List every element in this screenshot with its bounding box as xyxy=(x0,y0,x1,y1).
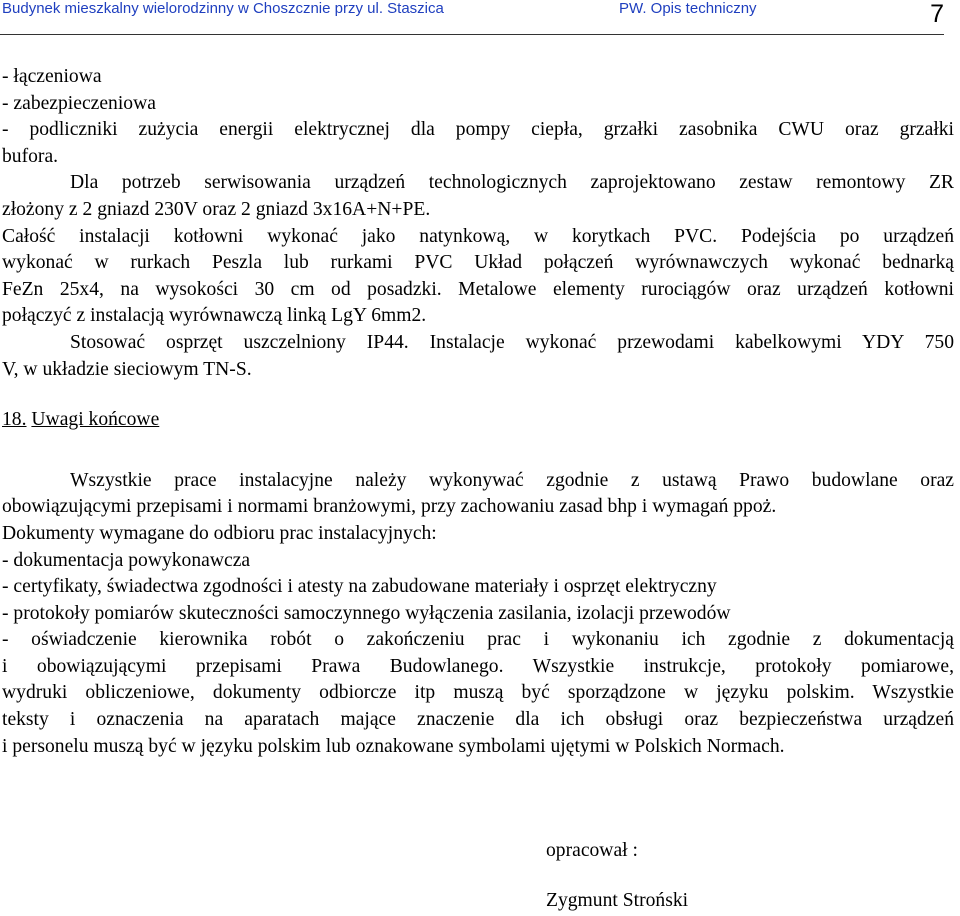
list-item: - certyfikaty, świadectwa zgodności i atesty na zabudowane materiały i osprzęt elektryczny xyxy=(2,576,717,598)
header-divider xyxy=(0,34,944,35)
paragraph-line: Dokumenty wymagane do odbioru prac instalacyjnych: xyxy=(2,522,437,544)
paragraph-line: V, w układzie sieciowym TN-S. xyxy=(2,358,252,380)
list-item: - protokoły pomiarów skuteczności samoczynnego wyłączenia zasilania, izolacji przewodów xyxy=(2,602,731,624)
list-item: - dokumentacja powykonawcza xyxy=(2,549,251,571)
paragraph-line: wykonać w rurkach Peszla lub rurkami PVC Układ połączeń wyrównawczych wykonać bednarką xyxy=(2,252,954,274)
paragraph-line: Dla potrzeb serwisowania urządzeń technologicznych zaprojektowano zestaw remontowy ZR xyxy=(70,172,954,194)
page-header xyxy=(0,0,952,30)
paragraph-line: złożony z 2 gniazd 230V oraz 2 gniazd 3x16A+N+PE. xyxy=(2,198,431,220)
section-title: Uwagi końcowe xyxy=(31,409,160,431)
paragraph-line: FeZn 25x4, na wysokości 30 cm od posadzki. Metalowe elementy rurociągów oraz urządzeń kotłowni xyxy=(2,278,954,300)
paragraph-line: obowiązującymi przepisami i normami branżowymi, przy zachowaniu zasad bhp i wymagań ppoż. xyxy=(2,496,777,518)
list-item-zabezpieczeniowa: - zabezpieczeniowa xyxy=(2,92,156,114)
paragraph-line: wydruki obliczeniowe, dokumenty odbiorcze itp muszą być sporządzone w języku polskim. Wszystkie xyxy=(2,682,954,704)
section-heading xyxy=(2,407,954,434)
section-number: 18. xyxy=(2,409,27,431)
header-document-title: Budynek mieszkalny wielorodzinny w Choszcznie przy ul. Staszica xyxy=(2,0,444,17)
list-item: - oświadczenie kierownika robót o zakończeniu prac i wykonaniu ich zgodnie z dokumentacją xyxy=(2,629,954,651)
paragraph-line: bufora. xyxy=(2,145,59,167)
header-section-title: PW. Opis techniczny xyxy=(619,0,757,17)
document-body xyxy=(2,64,954,760)
paragraph-line: teksty i oznaczenia na aparatach mające znaczenie dla ich obsługi oraz bezpieczeństwa urządzeń xyxy=(2,709,954,731)
page-number: 7 xyxy=(930,0,944,28)
paragraph-line: Całość instalacji kotłowni wykonać jako natynkową, w korytkach PVC. Podejścia po urządzeń xyxy=(2,225,954,247)
list-item-laczeniowa: - łączeniowa xyxy=(2,66,102,87)
paragraph-line: i obowiązującymi przepisami Prawa Budowlanego. Wszystkie instrukcje, protokoły pomiarowe, xyxy=(2,655,954,677)
list-item-podliczniki: - podliczniki zużycia energii elektrycznej dla pompy ciepła, grzałki zasobnika CWU oraz grzałki xyxy=(2,119,954,141)
paragraph-line: Stosować osprzęt uszczelniony IP44. Instalacje wykonać przewodami kabelkowymi YDY 750 xyxy=(70,331,954,353)
paragraph-line: połączyć z instalacją wyrównawczą linką LgY 6mm2. xyxy=(2,305,427,327)
signature-name: Zygmunt Stroński xyxy=(546,890,689,911)
paragraph-line: i personelu muszą być w języku polskim lub oznakowane symbolami ujętymi w Polskich Normach. xyxy=(2,735,785,757)
paragraph-line: Wszystkie prace instalacyjne należy wykonywać zgodnie z ustawą Prawo budowlane oraz xyxy=(70,469,954,491)
signature-label: opracował : xyxy=(546,840,638,861)
